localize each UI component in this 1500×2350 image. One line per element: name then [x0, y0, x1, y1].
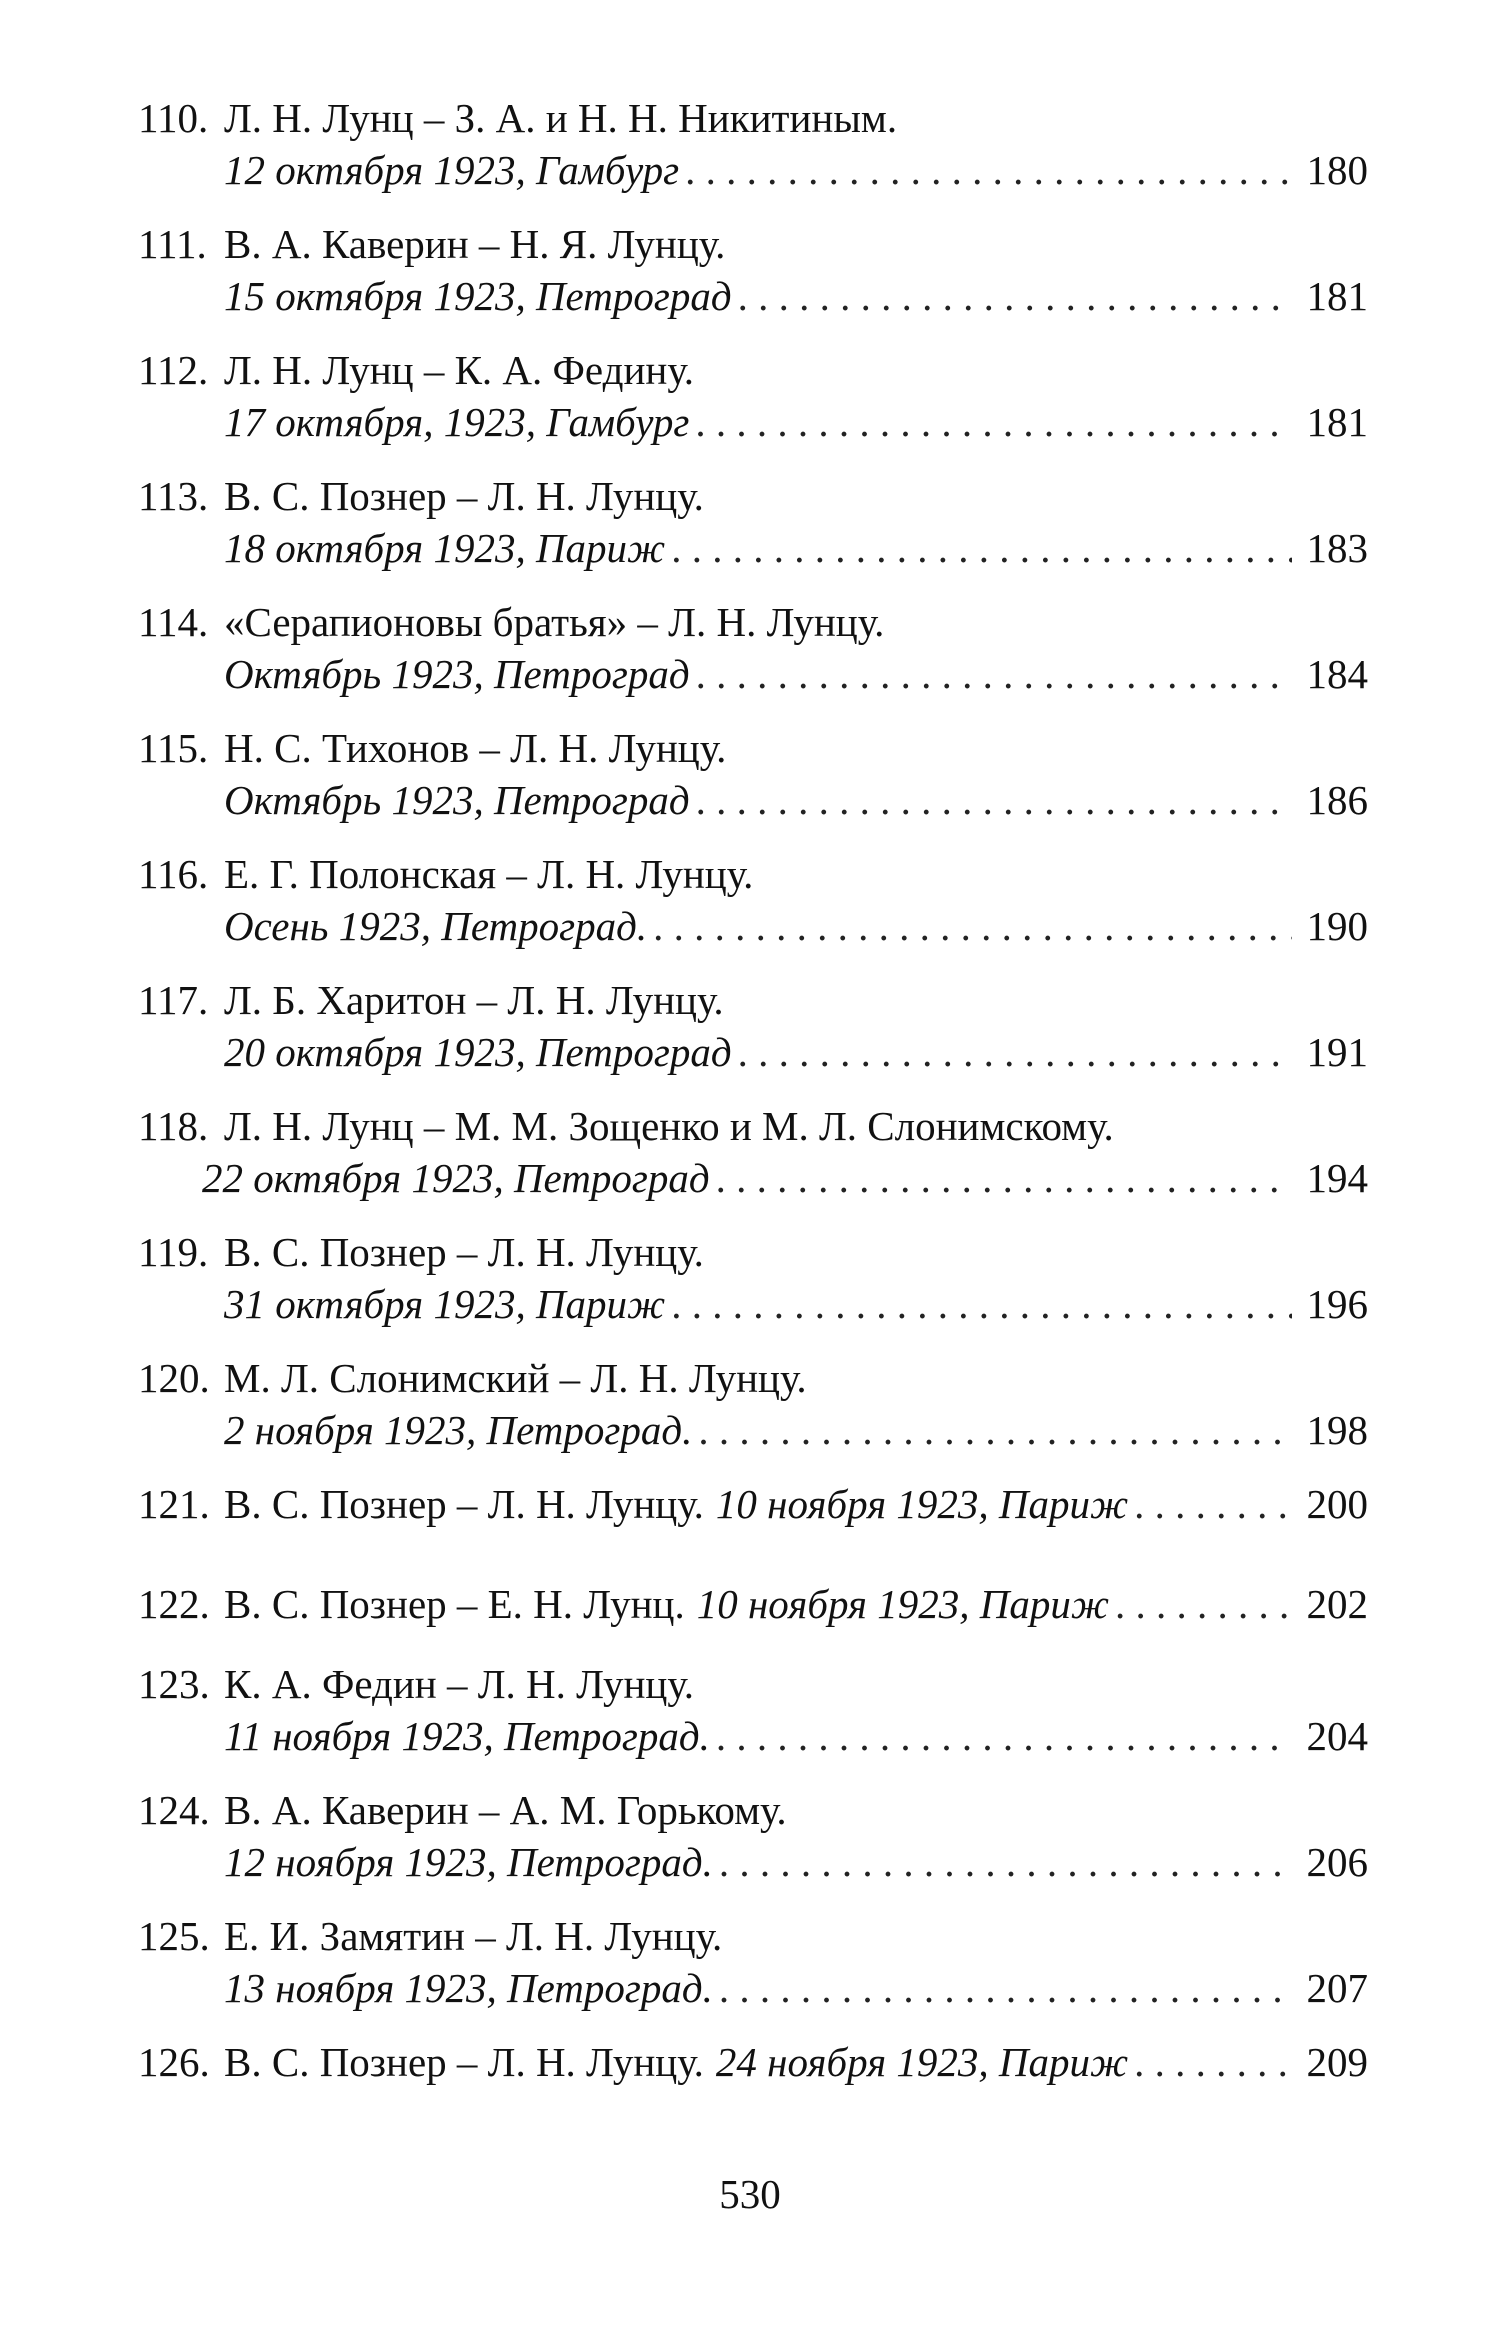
- entry-page: 207: [1306, 1965, 1368, 2011]
- entry-number: 117.: [138, 977, 209, 1023]
- page-number: 530: [719, 2171, 781, 2217]
- entry-title: В. С. Познер – Л. Н. Лунцу.: [224, 2039, 704, 2085]
- toc-entry-118: [138, 1100, 1368, 1204]
- toc-entry-124: [138, 1784, 1368, 1888]
- entry-page: 209: [1306, 2039, 1368, 2085]
- entry-number: 118.: [138, 1103, 209, 1149]
- toc-entry-122: [138, 1578, 1368, 1630]
- entry-title: Л. Н. Лунц – З. А. и Н. Н. Никитиным.: [224, 95, 898, 141]
- leader-dots: [696, 774, 1292, 826]
- entry-date: 17 октября, 1923, Гамбург: [224, 399, 690, 445]
- entry-number: 120.: [138, 1355, 210, 1401]
- leader-dots: [1134, 2036, 1292, 2088]
- entry-date: 18 октября 1923, Париж: [224, 525, 666, 571]
- entry-number: 121.: [138, 1481, 210, 1527]
- toc-entry-121: [138, 1478, 1368, 1530]
- entry-page: 190: [1306, 903, 1368, 949]
- entry-title: Л. Н. Лунц – К. А. Федину.: [224, 347, 694, 393]
- entry-page: 184: [1306, 651, 1368, 697]
- leader-dots: [719, 1962, 1292, 2014]
- leader-dots: [685, 144, 1292, 196]
- entry-date: Октябрь 1923, Петроград: [224, 777, 690, 823]
- entry-date: 10 ноября 1923, Париж: [715, 1481, 1129, 1527]
- entry-date: 13 ноября 1923, Петроград.: [224, 1965, 713, 2011]
- leader-dots: [1115, 1578, 1292, 1630]
- entry-title: М. Л. Слонимский – Л. Н. Лунцу.: [224, 1355, 807, 1401]
- entry-date: 20 октября 1923, Петроград: [224, 1029, 732, 1075]
- leader-dots: [698, 1404, 1292, 1456]
- entry-title: Л. Б. Харитон – Л. Н. Лунцу.: [224, 977, 724, 1023]
- entry-number: 114.: [138, 599, 209, 645]
- entry-page: 186: [1306, 777, 1368, 823]
- toc-entry-110: [138, 92, 1368, 196]
- entry-title: В. С. Познер – Л. Н. Лунцу.: [224, 1229, 704, 1275]
- leader-dots: [716, 1710, 1292, 1762]
- leader-dots: [1134, 1478, 1292, 1530]
- toc-entry-117: [138, 974, 1368, 1078]
- toc-entry-115: [138, 722, 1368, 826]
- toc-entry-123: [138, 1658, 1368, 1762]
- entry-page: 191: [1306, 1029, 1368, 1075]
- entry-date: Осень 1923, Петроград.: [224, 903, 648, 949]
- toc-entry-119: [138, 1226, 1368, 1330]
- leader-dots: [696, 648, 1292, 700]
- entry-number: 110.: [138, 95, 209, 141]
- leader-dots: [671, 1278, 1292, 1330]
- leader-dots: [653, 900, 1292, 952]
- entry-number: 125.: [138, 1913, 210, 1959]
- entry-page: 204: [1306, 1713, 1368, 1759]
- entry-title: К. А. Федин – Л. Н. Лунцу.: [224, 1661, 694, 1707]
- entry-number: 123.: [138, 1661, 210, 1707]
- toc-entry-120: [138, 1352, 1368, 1456]
- entry-title: В. С. Познер – Л. Н. Лунцу.: [224, 473, 704, 519]
- entry-page: 198: [1306, 1407, 1368, 1453]
- leader-dots: [716, 1152, 1292, 1204]
- entry-title: «Серапионовы братья» – Л. Н. Лунцу.: [224, 599, 885, 645]
- entry-page: 181: [1306, 273, 1368, 319]
- leader-dots: [738, 270, 1292, 322]
- entry-number: 116.: [138, 851, 209, 897]
- entry-page: 202: [1306, 1581, 1368, 1627]
- entry-date: 31 октября 1923, Париж: [224, 1281, 666, 1327]
- entry-title: Н. С. Тихонов – Л. Н. Лунцу.: [224, 725, 727, 771]
- entry-title: Е. И. Замятин – Л. Н. Лунцу.: [224, 1913, 723, 1959]
- entry-page: 200: [1306, 1481, 1368, 1527]
- entry-number: 112.: [138, 347, 209, 393]
- entry-date: 15 октября 1923, Петроград: [224, 273, 732, 319]
- toc-entry-116: [138, 848, 1368, 952]
- entry-date: 12 октября 1923, Гамбург: [224, 147, 680, 193]
- toc-entry-114: [138, 596, 1368, 700]
- toc-entry-112: [138, 344, 1368, 448]
- entry-number: 111.: [138, 221, 207, 267]
- entry-page: 206: [1306, 1839, 1368, 1885]
- entry-number: 126.: [138, 2039, 210, 2085]
- entry-title: В. С. Познер – Л. Н. Лунцу.: [224, 1481, 704, 1527]
- toc-entry-113: [138, 470, 1368, 574]
- leader-dots: [719, 1836, 1292, 1888]
- toc-entry-111: [138, 218, 1368, 322]
- entry-number: 122.: [138, 1581, 210, 1627]
- leader-dots: [671, 522, 1292, 574]
- leader-dots: [738, 1026, 1292, 1078]
- entry-title: Е. Г. Полонская – Л. Н. Лунцу.: [224, 851, 754, 897]
- entry-date: 11 ноября 1923, Петроград.: [224, 1713, 710, 1759]
- entry-title: В. А. Каверин – А. М. Горькому.: [224, 1787, 787, 1833]
- entry-number: 119.: [138, 1229, 209, 1275]
- entry-date: 10 ноября 1923, Париж: [696, 1581, 1109, 1627]
- entry-page: 183: [1306, 525, 1368, 571]
- entry-page: 194: [1306, 1155, 1368, 1201]
- entry-title: В. А. Каверин – Н. Я. Лунцу.: [224, 221, 726, 267]
- entry-page: 196: [1306, 1281, 1368, 1327]
- entry-date: 22 октября 1923, Петроград: [202, 1155, 710, 1201]
- entry-page: 181: [1306, 399, 1368, 445]
- entry-number: 113.: [138, 473, 209, 519]
- toc-entry-125: [138, 1910, 1368, 2014]
- entry-date: 24 ноября 1923, Париж: [715, 2039, 1129, 2085]
- entry-date: 12 ноября 1923, Петроград.: [224, 1839, 713, 1885]
- entry-date: 2 ноября 1923, Петроград.: [224, 1407, 693, 1453]
- entry-title: В. С. Познер – Е. Н. Лунц.: [224, 1581, 685, 1627]
- leader-dots: [695, 396, 1292, 448]
- entry-number: 124.: [138, 1787, 210, 1833]
- entry-number: 115.: [138, 725, 209, 771]
- entry-title: Л. Н. Лунц – М. М. Зощенко и М. Л. Слонимскому.: [224, 1103, 1114, 1149]
- entry-date: Октябрь 1923, Петроград: [224, 651, 690, 697]
- entry-page: 180: [1306, 147, 1368, 193]
- toc-entry-126: [138, 2036, 1368, 2088]
